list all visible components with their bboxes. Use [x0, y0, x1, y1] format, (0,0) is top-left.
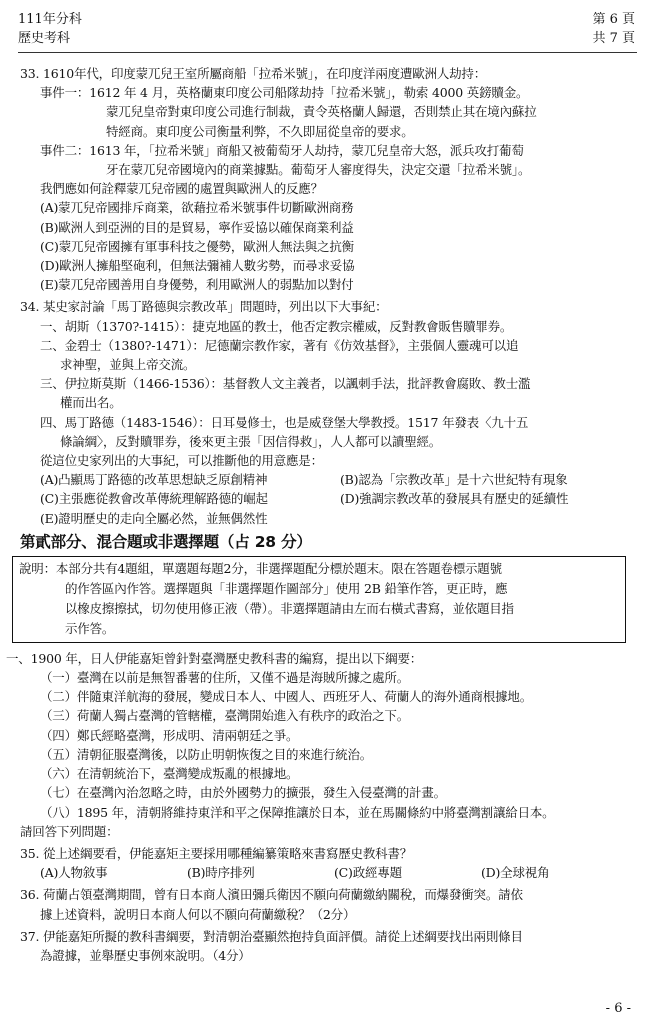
q34-option-b[interactable]: (B)認為「宗教改革」是十六世紀特有現象 — [340, 472, 568, 488]
q35-option-a[interactable]: (A)人物敘事 — [40, 865, 108, 881]
group1-item-7: （七）在臺灣內治忽略之時，由於外國勢力的擴張，發生入侵臺灣的計畫。 — [40, 785, 446, 801]
page-footer: - 6 - — [605, 1001, 631, 1016]
q34-option-d[interactable]: (D)強調宗教改革的發展具有歷史的延續性 — [340, 491, 569, 507]
q37-line2: 為證據，並舉歷史事例來說明。（4分） — [40, 947, 251, 963]
q34-item4-line1: 四、馬丁路德（1483-1546）：日耳曼修士，也是威登堡大學教授。1517 年發表〈九十五 — [40, 414, 529, 430]
part2-note-line4: 示作答。 — [65, 620, 115, 636]
q35-option-d[interactable]: (D)全球視角 — [481, 865, 550, 881]
q33-option-b[interactable]: (B)歐洲人到亞洲的目的是貿易，寧作妥協以確保商業利益 — [40, 219, 354, 235]
q34-item4-line2: 條論綱〉，反對贖罪券，後來更主張「因信得救」，人人都可以讀聖經。 — [60, 433, 442, 449]
q34-item3-line2: 權而出名。 — [60, 395, 122, 411]
group1-ask: 請回答下列問題： — [20, 823, 119, 839]
q34-item2-line1: 二、金碧士（1380?-1471）：尼德蘭宗教作家，著有《仿效基督》，主張個人靈魂可以追 — [40, 337, 519, 353]
q33-option-d[interactable]: (D)歐洲人擁船堅砲利，但無法彌補人數劣勢，而尋求妥協 — [40, 258, 355, 274]
q33-option-c[interactable]: (C)蒙兀兒帝國擁有軍事科技之優勢，歐洲人無法與之抗衡 — [40, 238, 354, 254]
group1-item-5: （五）清朝征服臺灣後，以防止明朝恢復之目的來進行統治。 — [40, 746, 373, 762]
q33-event2-line1: 事件二：1613 年，「拉希米號」商船又被葡萄牙人劫持，蒙兀兒皇帝大怒，派兵攻打葡萄 — [40, 142, 524, 158]
q34-item1: 一、胡斯（1370?-1415）：捷克地區的教士，他否定教宗權威，反對教會販售贖罪券。 — [40, 318, 513, 334]
q34-option-a[interactable]: (A)凸顯馬丁路德的改革思想缺乏原創精神 — [40, 472, 268, 488]
q34-item3-line1: 三、伊拉斯莫斯（1466-1536）：基督教人文主義者，以諷刺手法，批評教會腐敗、教士濫 — [40, 376, 531, 392]
page-number: 第 6 頁 — [592, 12, 635, 27]
question-37 — [20, 927, 640, 965]
q34-question: 從這位史家列出的大事紀，可以推斷他的用意應是： — [40, 453, 323, 469]
q34-option-c[interactable]: (C)主張應從教會改革傳統理解路德的崛起 — [40, 491, 268, 507]
group1-item-3: （三）荷蘭人獨占臺灣的管轄權，臺灣開始進入有秩序的政治之下。 — [40, 708, 410, 724]
q35-options — [20, 863, 640, 882]
q33-event1-line3: 特經商。東印度公司衡量利弊，不久即屈從皇帝的要求。 — [106, 123, 414, 139]
group1-item-1: （一）臺灣在以前是無智番薯的住所，又僅不過是海賊所據之處所。 — [40, 670, 410, 686]
q33-stem: 33. 1610年代，印度蒙兀兒王室所屬商船「拉希米號」，在印度洋兩度遭歐洲人劫持： — [20, 66, 487, 81]
exam-content — [6, 64, 640, 965]
q36-line2: 據上述資料，說明日本商人何以不願向荷蘭繳稅？（2分） — [40, 906, 356, 922]
header-left — [18, 10, 82, 48]
part2-note-line3: 以橡皮擦擦拭，切勿使用修正液（帶）。非選擇題請由左而右橫式書寫，並依題目指 — [65, 600, 514, 616]
q37-line1: 37. 伊能嘉矩所擬的教科書綱要，對清朝治臺顯然抱持負面評價。請從上述綱要找出兩則條目 — [20, 928, 523, 944]
group1-item-4: （四）鄭氏經略臺灣，形成明、清兩朝廷之爭。 — [40, 727, 299, 743]
q33-event1-line2: 蒙兀兒皇帝對東印度公司進行制裁，責令英格蘭人歸還，否則禁止其在境內蘇拉 — [106, 104, 537, 120]
q36-line1: 36. 荷蘭占領臺灣期間，曾有日本商人濱田彌兵衛因不願向荷蘭繳納關稅，而爆發衝突。請依 — [20, 887, 523, 903]
q35-stem: 35. 從上述綱要看，伊能嘉矩主要採用哪種編纂策略來書寫歷史教科書？ — [20, 845, 413, 861]
part2-title: 第貳部分、混合題或非選擇題（占 28 分） — [20, 532, 312, 551]
total-pages: 共 7 頁 — [592, 31, 635, 46]
subject-name: 歷史考科 — [18, 31, 71, 46]
group1-item-2: （二）伴隨東洋航海的發展，變成日本人、中國人、西班牙人、荷蘭人的海外通商根據地。 — [40, 689, 533, 705]
part2-note-line2: 的作答區內作答。選擇題與「非選擇題作圖部分」使用 2B 鉛筆作答，更正時，應 — [65, 580, 508, 596]
question-group-1 — [6, 649, 640, 841]
q33-question: 我們應如何詮釋蒙兀兒帝國的處置與歐洲人的反應？ — [40, 181, 323, 197]
group1-item-6: （六）在清朝統治下，臺灣變成叛亂的根據地。 — [40, 766, 299, 782]
question-35 — [20, 844, 640, 882]
group1-item-8: （八）1895 年，清朝將維持東洋和平之保障推讓於日本，並在馬關條約中將臺灣割讓給日本。 — [40, 804, 555, 820]
q35-option-b[interactable]: (B)時序排列 — [187, 865, 255, 881]
q34-item2-line2: 求神聖，並與上帝交流。 — [60, 357, 196, 373]
group1-intro: 一、1900 年，日人伊能嘉矩曾針對臺灣歷史教科書的編寫，提出以下綱要： — [6, 650, 423, 666]
exam-year: 111年分科 — [18, 12, 82, 27]
part2-instructions-box — [12, 556, 626, 643]
header-divider — [18, 52, 637, 53]
q34-stem: 34. 某史家討論「馬丁路德與宗教改革」問題時，列出以下大事紀： — [20, 299, 388, 315]
q34-options-row1 — [20, 470, 640, 489]
q34-option-e[interactable]: (E)證明歷史的走向全屬必然，並無偶然性 — [40, 510, 268, 526]
q33-event1-line1: 事件一：1612 年 4 月，英格蘭東印度公司船隊劫持「拉希米號」，勒索 4000 英鎊贖金。 — [40, 85, 529, 101]
part2-note-line1: 說明：本部分共有4題組，單選題每題2分，非選擇題配分標於題末。限在答題卷標示題號 — [19, 560, 502, 576]
q35-option-c[interactable]: (C)政經專題 — [334, 865, 402, 881]
q34-options-row2 — [20, 489, 640, 508]
question-33 — [20, 64, 640, 294]
header-right — [592, 10, 635, 48]
q33-event2-line2: 牙在蒙兀兒帝國境內的商業據點。葡萄牙人審度得失，決定交還「拉希米號」。 — [106, 162, 531, 178]
q33-option-e[interactable]: (E)蒙兀兒帝國善用自身優勢，利用歐洲人的弱點加以對付 — [40, 277, 354, 293]
question-36 — [20, 885, 640, 923]
q33-option-a[interactable]: (A)蒙兀兒帝國排斥商業，欲藉拉希米號事件切斷歐洲商務 — [40, 200, 354, 216]
question-34 — [20, 297, 640, 527]
